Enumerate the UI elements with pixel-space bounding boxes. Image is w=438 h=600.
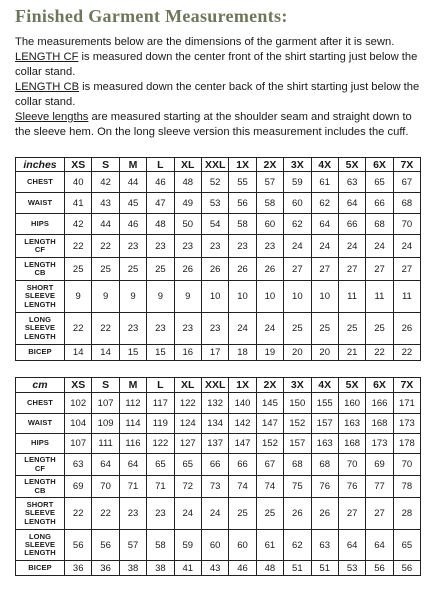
table-cell: 76 [338,476,365,498]
size-header: XL [174,378,201,393]
size-header: 7X [393,158,420,172]
size-header: S [92,378,119,393]
table-cell: 173 [366,434,393,454]
table-row [16,454,421,476]
table-cell: 160 [338,393,365,414]
table-cell: 107 [65,434,92,454]
table-cell: 71 [119,476,146,498]
size-header: M [119,378,146,393]
table-cell: 137 [201,434,228,454]
table-cell: 9 [174,281,201,313]
table-cell: 117 [147,393,174,414]
table-cell: 28 [393,498,420,530]
table-cell: 63 [338,172,365,193]
table-cell: 56 [393,561,420,576]
row-label: BICEP [16,345,65,361]
table-cell: 68 [366,214,393,235]
table-cell: 70 [92,476,119,498]
table-cell: 54 [201,214,228,235]
table-cell: 22 [92,313,119,345]
table-cell: 27 [366,258,393,281]
table-cell: 76 [311,476,338,498]
table-cell: 69 [366,454,393,476]
table-cell: 22 [92,235,119,258]
table-cell: 26 [256,258,283,281]
table-cell: 27 [311,258,338,281]
table-cell: 24 [311,235,338,258]
table-row [16,434,421,454]
size-header: 6X [366,378,393,393]
table-cell: 47 [147,193,174,214]
size-header: 3X [284,158,311,172]
table-cell: 51 [311,561,338,576]
table-cell: 116 [119,434,146,454]
table-cell: 23 [147,235,174,258]
table-cell: 65 [393,530,420,561]
cm-measurement-table [15,377,421,576]
table-cell: 10 [284,281,311,313]
length-cb-term: LENGTH CB [15,81,80,93]
table-cell: 25 [311,313,338,345]
row-label: LONG SLEEVE LENGTH [16,530,65,561]
table-cell: 27 [338,498,365,530]
table-cell: 24 [229,313,256,345]
table-cell: 168 [366,414,393,434]
table-row [16,345,421,361]
size-header: 2X [256,378,283,393]
row-label: LENGTH CF [16,235,65,258]
table-cell: 65 [174,454,201,476]
table-row [16,214,421,235]
table-cell: 119 [147,414,174,434]
table-cell: 23 [201,235,228,258]
table-cell: 147 [229,434,256,454]
row-label: WAIST [16,414,65,434]
table-cell: 61 [256,530,283,561]
table-row [16,281,421,313]
table-cell: 64 [311,214,338,235]
table-cell: 46 [147,172,174,193]
size-header: 1X [229,378,256,393]
row-label: CHEST [16,172,65,193]
table-cell: 157 [284,434,311,454]
table-cell: 58 [147,530,174,561]
table-cell: 75 [284,476,311,498]
table-cell: 18 [229,345,256,361]
table-cell: 65 [147,454,174,476]
row-label: LONG SLEEVE LENGTH [16,313,65,345]
table-cell: 171 [393,393,420,414]
table-cell: 44 [92,214,119,235]
table-cell: 20 [311,345,338,361]
table-cell: 152 [256,434,283,454]
row-label: WAIST [16,193,65,214]
table-cell: 64 [92,454,119,476]
length-cf-text: is measured down the center front of the shirt starting just below the collar stand. [15,51,418,78]
table-cell: 60 [229,530,256,561]
table-row [16,561,421,576]
table-cell: 147 [256,414,283,434]
table-cell: 55 [229,172,256,193]
length-cf-term: LENGTH CF [15,51,79,63]
table-cell: 62 [284,530,311,561]
table-cell: 53 [338,561,365,576]
table-cell: 24 [393,235,420,258]
table-cell: 9 [119,281,146,313]
size-header: 6X [366,158,393,172]
table-cell: 38 [119,561,146,576]
sleeve-length-term: Sleeve lengths [15,111,89,123]
table-cell: 67 [393,172,420,193]
table-cell: 66 [366,193,393,214]
table-cell: 25 [92,258,119,281]
table-cell: 20 [284,345,311,361]
size-header: XS [65,158,92,172]
table-cell: 42 [92,172,119,193]
row-label: LENGTH CB [16,258,65,281]
unit-label: cm [16,378,65,393]
table-cell: 26 [174,258,201,281]
table-cell: 43 [92,193,119,214]
table-row [16,393,421,414]
table-cell: 59 [284,172,311,193]
table-cell: 102 [65,393,92,414]
table-row [16,476,421,498]
table-cell: 111 [92,434,119,454]
table-row [16,258,421,281]
table-cell: 132 [201,393,228,414]
table-cell: 60 [201,530,228,561]
table-cell: 22 [65,498,92,530]
header-row [16,158,421,172]
table-cell: 22 [92,498,119,530]
table-cell: 27 [284,258,311,281]
row-label: BICEP [16,561,65,576]
table-cell: 62 [311,193,338,214]
table-cell: 107 [92,393,119,414]
unit-label: inches [16,158,65,172]
table-cell: 48 [147,214,174,235]
table-cell: 145 [256,393,283,414]
table-cell: 11 [366,281,393,313]
table-cell: 25 [65,258,92,281]
row-label: SHORT SLEEVE LENGTH [16,281,65,313]
table-cell: 10 [256,281,283,313]
table-cell: 57 [256,172,283,193]
table-cell: 51 [284,561,311,576]
table-cell: 60 [284,193,311,214]
table-cell: 64 [119,454,146,476]
size-header: 5X [338,378,365,393]
table-cell: 40 [65,172,92,193]
table-cell: 15 [119,345,146,361]
table-cell: 23 [119,313,146,345]
table-cell: 64 [338,530,365,561]
table-cell: 49 [174,193,201,214]
table-cell: 23 [229,235,256,258]
table-cell: 56 [229,193,256,214]
table-row [16,530,421,561]
table-row [16,498,421,530]
size-header: L [147,378,174,393]
table-cell: 24 [174,498,201,530]
table-cell: 24 [201,498,228,530]
table-cell: 27 [366,498,393,530]
table-cell: 63 [311,530,338,561]
table-cell: 24 [256,313,283,345]
row-label: HIPS [16,214,65,235]
size-header: 2X [256,158,283,172]
table-cell: 66 [201,454,228,476]
size-header: XXL [201,378,228,393]
table-cell: 72 [174,476,201,498]
table-cell: 150 [284,393,311,414]
header-row [16,378,421,393]
table-cell: 26 [311,498,338,530]
table-cell: 22 [65,235,92,258]
row-label: CHEST [16,393,65,414]
table-cell: 25 [256,498,283,530]
table-cell: 42 [65,214,92,235]
page-title: Finished Garment Measurements: [15,6,288,26]
table-cell: 22 [366,345,393,361]
table-cell: 23 [201,313,228,345]
table-cell: 134 [201,414,228,434]
table-cell: 68 [393,193,420,214]
size-header: 4X [311,158,338,172]
table-cell: 9 [65,281,92,313]
table-cell: 66 [229,454,256,476]
table-cell: 73 [201,476,228,498]
table-cell: 166 [366,393,393,414]
size-header: 4X [311,378,338,393]
table-cell: 104 [65,414,92,434]
table-cell: 25 [229,498,256,530]
table-cell: 41 [174,561,201,576]
table-cell: 10 [311,281,338,313]
table-cell: 142 [229,414,256,434]
table-cell: 22 [65,313,92,345]
table-cell: 60 [256,214,283,235]
table-cell: 53 [201,193,228,214]
table-cell: 173 [393,414,420,434]
table-cell: 62 [284,214,311,235]
table-cell: 64 [338,193,365,214]
table-row [16,172,421,193]
table-cell: 122 [147,434,174,454]
table-cell: 11 [393,281,420,313]
table-cell: 163 [338,414,365,434]
intro-text [15,35,430,140]
table-cell: 52 [201,172,228,193]
table-cell: 26 [229,258,256,281]
table-cell: 9 [147,281,174,313]
table-cell: 25 [147,258,174,281]
table-cell: 61 [311,172,338,193]
size-header: S [92,158,119,172]
table-cell: 114 [119,414,146,434]
table-row [16,313,421,345]
table-cell: 25 [284,313,311,345]
table-row [16,235,421,258]
table-cell: 24 [338,235,365,258]
table-cell: 56 [366,561,393,576]
table-cell: 70 [393,214,420,235]
table-row [16,414,421,434]
table-cell: 26 [284,498,311,530]
size-header: XXL [201,158,228,172]
table-cell: 38 [147,561,174,576]
size-header: 5X [338,158,365,172]
table-cell: 78 [393,476,420,498]
length-cb-text: is measured down the center back of the shirt starting just below the collar stand. [15,81,420,108]
table-row [16,193,421,214]
table-cell: 70 [338,454,365,476]
size-header: L [147,158,174,172]
table-cell: 43 [201,561,228,576]
table-cell: 24 [284,235,311,258]
table-cell: 46 [229,561,256,576]
sleeve-length-note [15,110,430,140]
table-cell: 152 [284,414,311,434]
size-header: XL [174,158,201,172]
row-label: LENGTH CB [16,476,65,498]
row-label: LENGTH CF [16,454,65,476]
table-cell: 14 [92,345,119,361]
table-cell: 127 [174,434,201,454]
table-cell: 17 [201,345,228,361]
table-cell: 36 [92,561,119,576]
table-cell: 71 [147,476,174,498]
sleeve-length-text: are measured starting at the shoulder seam and straight down to the sleeve hem. On the long sleeve version this measurement includes the cuff. [15,111,412,138]
table-cell: 14 [65,345,92,361]
table-cell: 48 [174,172,201,193]
table-cell: 140 [229,393,256,414]
table-cell: 41 [65,193,92,214]
table-cell: 67 [256,454,283,476]
table-cell: 11 [338,281,365,313]
intro-line: The measurements below are the dimensions of the garment after it is sewn. [15,36,395,48]
table-cell: 155 [311,393,338,414]
table-cell: 109 [92,414,119,434]
size-header: M [119,158,146,172]
table-cell: 112 [119,393,146,414]
table-cell: 19 [256,345,283,361]
table-cell: 74 [229,476,256,498]
table-cell: 15 [147,345,174,361]
length-cf-note [15,50,430,80]
table-cell: 168 [338,434,365,454]
table-cell: 178 [393,434,420,454]
table-cell: 57 [119,530,146,561]
table-cell: 63 [65,454,92,476]
table-cell: 48 [256,561,283,576]
table-cell: 9 [92,281,119,313]
table-cell: 23 [119,235,146,258]
table-cell: 77 [366,476,393,498]
table-cell: 58 [256,193,283,214]
table-cell: 26 [201,258,228,281]
table-cell: 23 [147,498,174,530]
table-cell: 27 [393,258,420,281]
table-cell: 21 [338,345,365,361]
table-cell: 59 [174,530,201,561]
table-cell: 122 [174,393,201,414]
size-header: 7X [393,378,420,393]
table-cell: 124 [174,414,201,434]
table-cell: 68 [311,454,338,476]
table-cell: 23 [174,313,201,345]
table-cell: 56 [65,530,92,561]
size-header: XS [65,378,92,393]
table-cell: 23 [256,235,283,258]
table-cell: 10 [229,281,256,313]
table-cell: 163 [311,434,338,454]
length-cb-note [15,80,430,110]
table-cell: 23 [119,498,146,530]
table-cell: 16 [174,345,201,361]
table-cell: 68 [284,454,311,476]
size-header: 1X [229,158,256,172]
table-cell: 27 [338,258,365,281]
table-cell: 46 [119,214,146,235]
table-cell: 25 [338,313,365,345]
table-cell: 36 [65,561,92,576]
size-header: 3X [284,378,311,393]
table-cell: 23 [147,313,174,345]
table-cell: 70 [393,454,420,476]
table-cell: 10 [201,281,228,313]
table-cell: 26 [393,313,420,345]
table-cell: 45 [119,193,146,214]
row-label: HIPS [16,434,65,454]
table-cell: 22 [393,345,420,361]
table-cell: 64 [366,530,393,561]
row-label: SHORT SLEEVE LENGTH [16,498,65,530]
table-cell: 66 [338,214,365,235]
table-cell: 65 [366,172,393,193]
table-cell: 56 [92,530,119,561]
table-cell: 24 [366,235,393,258]
inches-measurement-table [15,157,421,361]
table-cell: 74 [256,476,283,498]
table-cell: 50 [174,214,201,235]
table-cell: 69 [65,476,92,498]
table-cell: 25 [119,258,146,281]
table-cell: 23 [174,235,201,258]
table-cell: 58 [229,214,256,235]
table-cell: 44 [119,172,146,193]
table-cell: 157 [311,414,338,434]
table-cell: 25 [366,313,393,345]
